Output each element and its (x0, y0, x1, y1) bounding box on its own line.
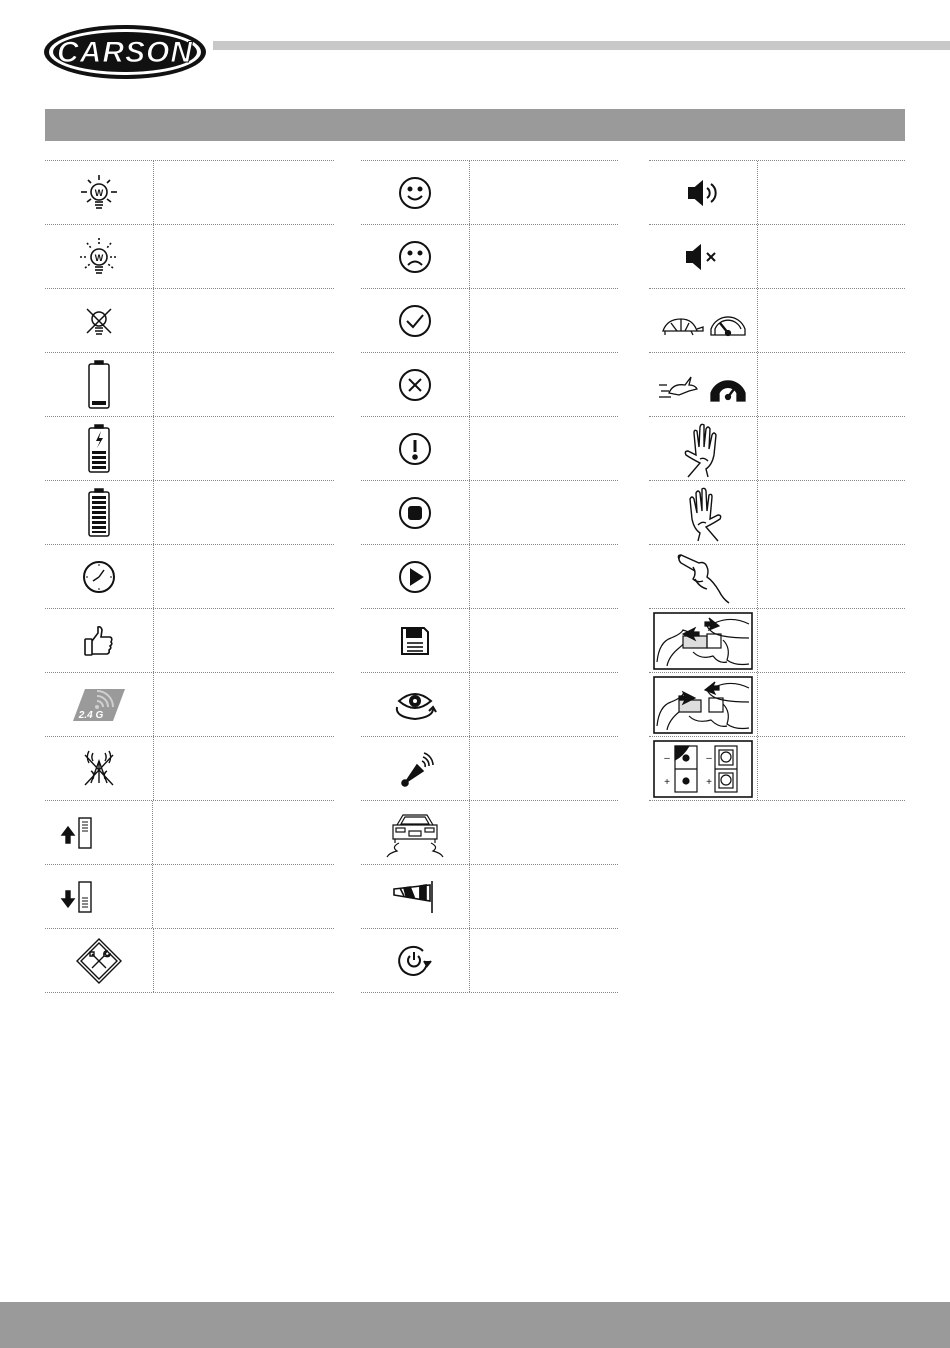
trim-up-icon (59, 815, 99, 851)
legend-row (361, 737, 618, 801)
speaker-mute-icon (683, 242, 723, 272)
legend-row (45, 417, 334, 481)
battery-empty-icon (87, 360, 111, 410)
legend-row (649, 545, 905, 609)
legend-row (361, 289, 618, 353)
light-flashing-icon (77, 235, 121, 279)
legend-row (649, 353, 905, 417)
legend-row (361, 609, 618, 673)
legend-row (45, 353, 334, 417)
legend-row (361, 225, 618, 289)
legend-row (45, 673, 334, 737)
legend-column-1 (45, 160, 334, 993)
speaker-on-icon (685, 178, 721, 208)
play-circle-icon (397, 559, 433, 595)
svg-text:+: + (664, 776, 670, 788)
stop-circle-icon (397, 495, 433, 531)
svg-text:–: – (706, 752, 712, 764)
legend-row (361, 161, 618, 225)
legend-row (649, 417, 905, 481)
svg-text:W: W (94, 252, 104, 263)
finger-press-icon (673, 549, 733, 605)
light-off-icon (81, 303, 117, 339)
legend-row (45, 161, 334, 225)
cross-circle-icon (397, 367, 433, 403)
header-rule (213, 41, 950, 50)
svg-text:W: W (94, 187, 104, 198)
trim-down-icon (59, 879, 99, 915)
smiley-sad-icon (397, 239, 433, 275)
light-on-icon (77, 171, 121, 215)
legend-row (361, 353, 618, 417)
antenna-crossed-icon (79, 749, 119, 789)
radio-2-4ghz-icon (71, 687, 127, 723)
legend-row (361, 481, 618, 545)
legend-row (361, 801, 618, 865)
svg-text:–: – (664, 752, 670, 764)
thumbs-up-icon (81, 623, 117, 659)
turtle-slow-speed-icon (657, 301, 749, 341)
legend-row (649, 481, 905, 545)
legend-column-2 (361, 160, 618, 993)
footer-bar (0, 1302, 950, 1348)
smiley-happy-icon (397, 175, 433, 211)
battery-full-icon (87, 488, 111, 538)
svg-text:+: + (706, 776, 712, 788)
horn-icon (395, 749, 435, 789)
legend-row (361, 673, 618, 737)
legend-row (361, 545, 618, 609)
clock-icon (81, 559, 117, 595)
legend-row (45, 609, 334, 673)
connector-unplug-icon (653, 676, 753, 734)
legend-row (361, 865, 618, 929)
legend-row (45, 289, 334, 353)
legend-row (45, 545, 334, 609)
battery-polarity-icon (653, 740, 753, 798)
check-circle-icon (397, 303, 433, 339)
logo-wordmark: CARSON (56, 36, 194, 69)
legend-row (45, 865, 334, 929)
legend-row (649, 673, 905, 737)
legend-row (649, 161, 905, 225)
windsock-icon (390, 879, 440, 915)
legend-row (45, 225, 334, 289)
section-title-bar (45, 109, 905, 141)
legend-row (649, 609, 905, 673)
legend-row (649, 225, 905, 289)
svg-text:2.4 G: 2.4 G (78, 709, 104, 721)
connector-plug-in-icon (653, 612, 753, 670)
legend-row (45, 481, 334, 545)
carson-logo (42, 22, 208, 82)
rabbit-fast-speed-icon (657, 365, 749, 405)
legend-row (361, 417, 618, 481)
save-disk-icon (398, 624, 432, 658)
right-hand-icon (678, 483, 728, 543)
battery-charging-icon (87, 424, 111, 474)
eye-rotate-icon (391, 685, 439, 725)
car-drift-icon (385, 807, 445, 859)
legend-row (649, 737, 905, 801)
left-hand-icon (678, 419, 728, 479)
legend-row (45, 737, 334, 801)
exclamation-circle-icon (397, 431, 433, 467)
legend-row (45, 929, 334, 993)
power-cycle-icon (395, 941, 435, 981)
legend-column-3 (649, 160, 905, 801)
legend-row (649, 289, 905, 353)
legend-row (45, 801, 334, 865)
tools-icon (75, 937, 123, 985)
legend-row (361, 929, 618, 993)
